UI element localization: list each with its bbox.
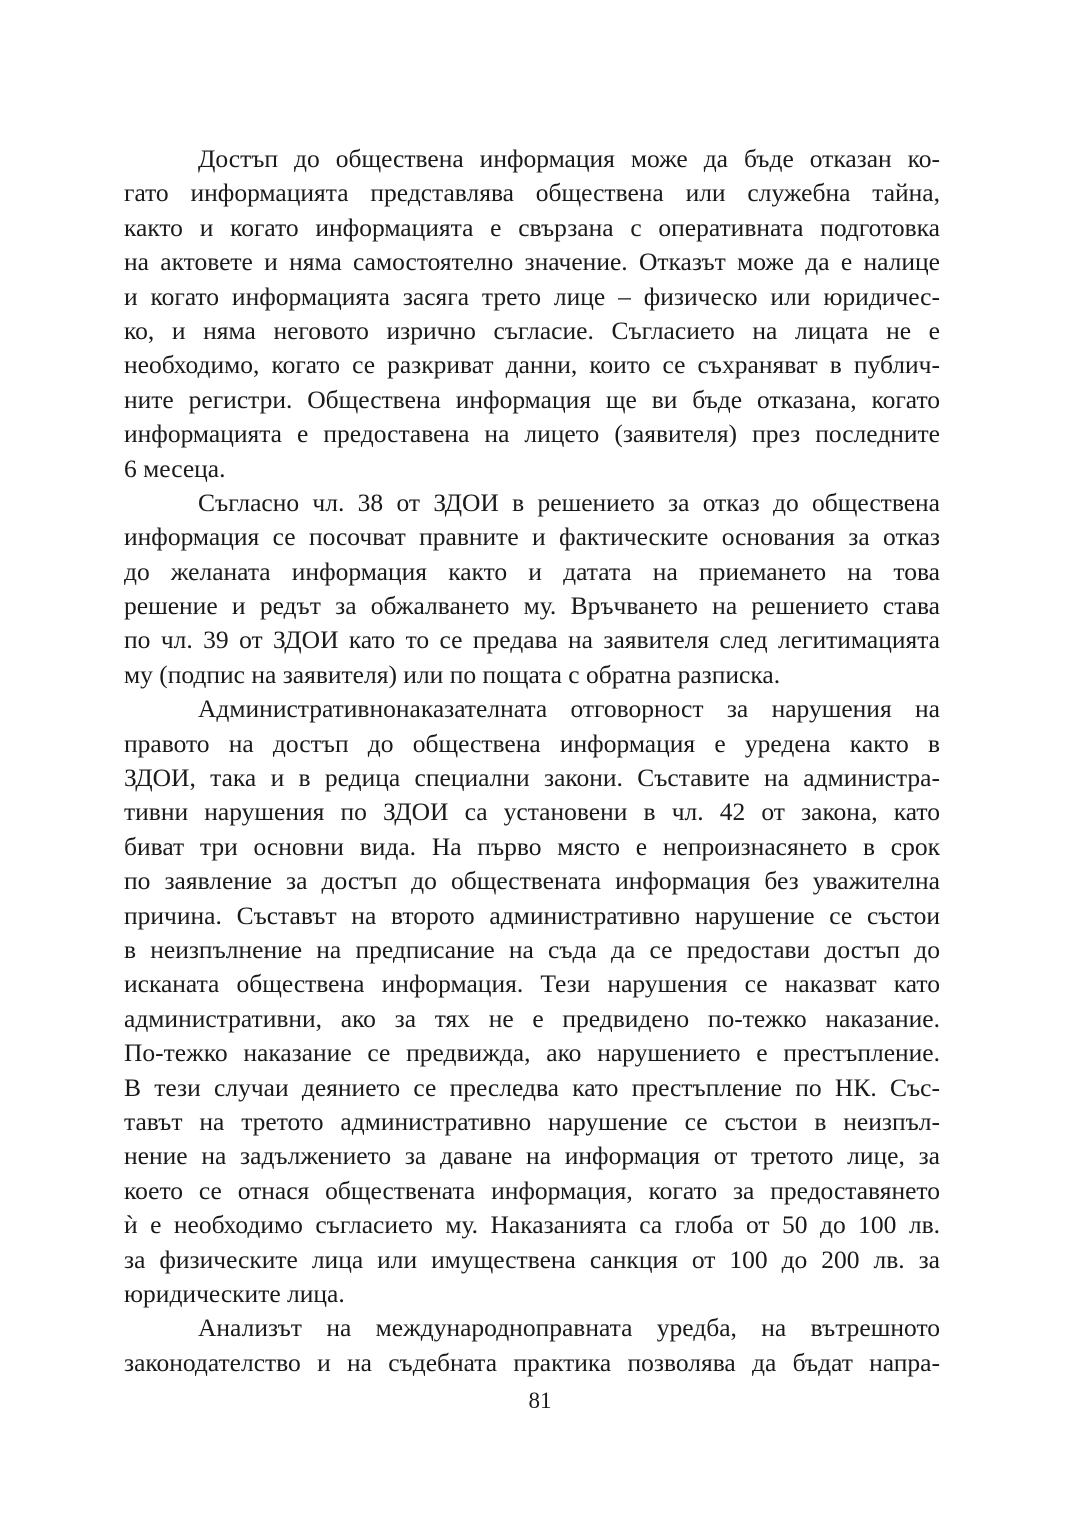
- text-line: исканата обществена информация. Тези нарушения се наказват като: [124, 969, 940, 999]
- text-line: гато информацията представлява обществена или служебна тайна,: [124, 178, 940, 208]
- text-line: По-тежко наказание се предвижда, ако нарушението е престъпление.: [124, 1038, 940, 1068]
- text-line: както и когато информацията е свързана с оперативната подготовка: [124, 212, 940, 242]
- text-line: което се отнася обществената информация, когато за предоставянето: [124, 1175, 940, 1205]
- text-line: Достъп до обществена информация може да бъде отказан ко-: [198, 144, 940, 173]
- text-line: му (подпис на заявителя) или по пощата с обратна разписка.: [124, 659, 781, 689]
- text-line: ко, и няма неговото изрично съгласие. Съгласието на лицата не е: [124, 315, 940, 345]
- text-line: правото на достъп до обществена информация е уредена както в: [124, 728, 940, 758]
- text-line: тивни нарушения по ЗДОИ са установени в чл. 42 от закона, като: [124, 797, 940, 827]
- text-line: по заявление за достъп до обществената информация без уважителна: [124, 866, 940, 896]
- text-line: в неизпълнение на предписание на съда да се предостави достъп до: [124, 934, 940, 964]
- text-line: решение и редът за обжалването му. Връчването на решението става: [124, 591, 940, 621]
- text-line: административни, ако за тях не е предвидено по-тежко наказание.: [124, 1003, 940, 1033]
- text-line: по чл. 39 от ЗДОИ като то се предава на заявителя след легитимацията: [124, 625, 940, 655]
- text-line: до желаната информация както и датата на приемането на това: [124, 556, 940, 586]
- text-line: Административнонаказателната отговорност за нарушения на: [198, 694, 940, 724]
- text-line: Анализът на международноправната уредба, на вътрешното: [198, 1313, 940, 1343]
- text-line: информацията е предоставена на лицето (заявителя) през последните: [124, 419, 940, 449]
- text-line: ните регистри. Обществена информация ще ви бъде отказана, когато: [124, 384, 940, 414]
- text-line: ЗДОИ, така и в редица специални закони. Съставите на администра-: [124, 763, 940, 793]
- text-line: биват три основни вида. На първо място е непроизнасянето в срок: [124, 831, 940, 861]
- body-text: [124, 142, 940, 1380]
- text-line: В тези случаи деянието се преследва като престъпление по НК. Със-: [124, 1072, 940, 1102]
- text-line: законодателство и на съдебната практика позволява да бъдат напра-: [124, 1347, 940, 1377]
- text-line: юридическите лица.: [124, 1278, 345, 1308]
- text-line: тавът на третото административно нарушение се състои в неизпъл-: [124, 1106, 940, 1136]
- text-line: на актовете и няма самостоятелно значение. Отказът може да е налице: [124, 247, 940, 277]
- paragraph: [124, 1311, 940, 1380]
- paragraph: [124, 142, 940, 486]
- paragraph: [124, 486, 940, 692]
- text-line: 6 месеца.: [124, 453, 226, 483]
- text-line: необходимо, когато се разкриват данни, които се съхраняват в публич-: [124, 350, 940, 380]
- text-line: причина. Съставът на второто административно нарушение се състои: [124, 900, 940, 930]
- text-line: информация се посочват правните и фактическите основания за отказ: [124, 522, 940, 552]
- text-line: нение на задължението за даване на информация от третото лице, за: [124, 1141, 940, 1171]
- page-number: 81: [528, 1388, 552, 1413]
- paragraph: [124, 692, 940, 1311]
- text-line: ѝ е необходимо съгласието му. Наказанията са глоба от 50 до 100 лв.: [124, 1210, 940, 1240]
- text-line: за физическите лица или имуществена санкция от 100 до 200 лв. за: [124, 1244, 940, 1274]
- text-line: Съгласно чл. 38 от ЗДОИ в решението за отказ до обществена: [198, 487, 940, 517]
- text-line: и когато информацията засяга трето лице – физическо или юридичес-: [124, 281, 940, 311]
